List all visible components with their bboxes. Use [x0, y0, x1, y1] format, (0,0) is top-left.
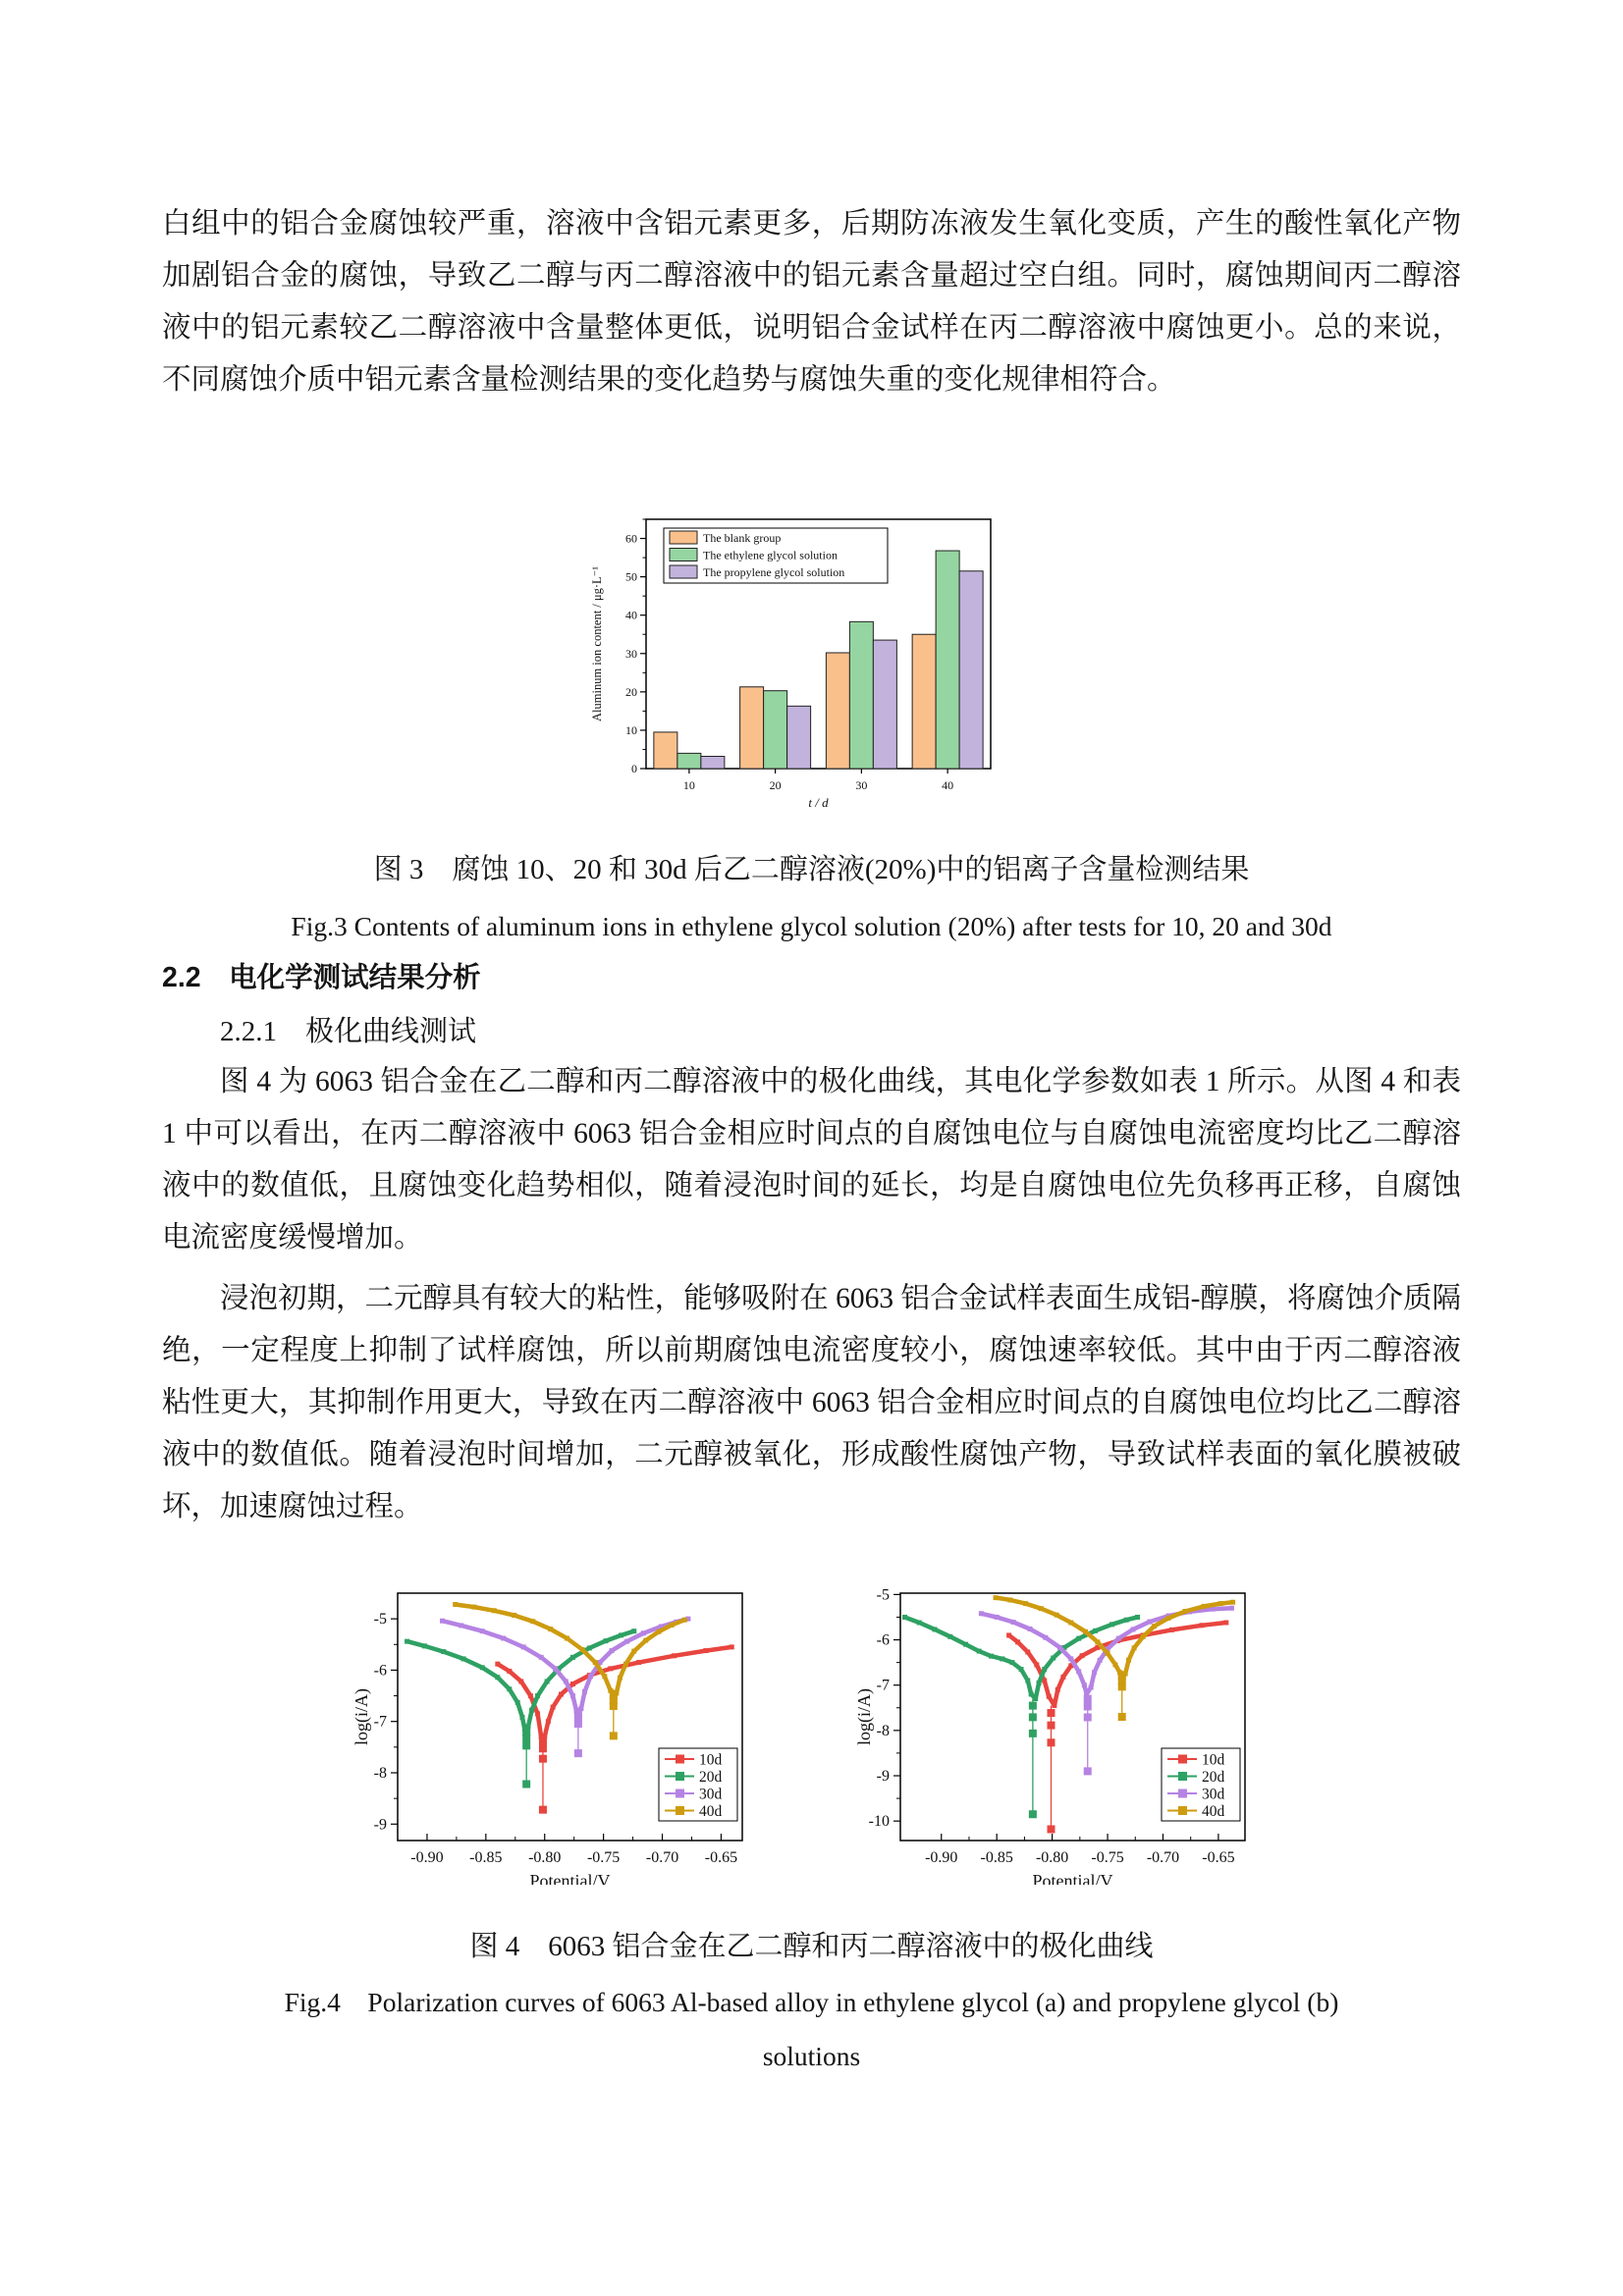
body-paragraph-3: 浸泡初期，二元醇具有较大的粘性，能够吸附在 6063 铝合金试样表面生成铝‑醇膜，将腐蚀介质隔绝，一定程度上抑制了试样腐蚀，所以前期腐蚀电流密度较小，腐蚀速率较低。其中由于丙二醇溶液粘性更大，其抑制作用更大，导致在丙二醇溶液中 6063 铝合金相应时间点的自腐蚀电位均比乙二醇溶液中的数值低。随着浸泡时间增加，二元醇被氧化，形成酸性腐蚀产物，导致试样表面的氧化膜被破坏，加速腐蚀过程。	[162, 1283, 1461, 1522]
series-10d-spike-marker	[1047, 1722, 1055, 1730]
x-tick-label: -0.65	[704, 1849, 738, 1866]
series-10d-spike-marker	[539, 1806, 547, 1814]
x-tick-label: -0.85	[469, 1849, 503, 1866]
series-40d-point	[548, 1627, 553, 1631]
series-10d-point	[703, 1648, 708, 1653]
series-20d-point	[461, 1656, 466, 1661]
series-30d-point	[1011, 1620, 1016, 1625]
series-40d-point	[682, 1618, 687, 1623]
series-40d-curve	[456, 1605, 685, 1694]
x-tick-label: -0.90	[925, 1849, 958, 1866]
series-40d-point	[1095, 1639, 1100, 1644]
series-20d-point	[570, 1655, 575, 1660]
series-20d-point	[1124, 1618, 1129, 1623]
series-30d-point	[480, 1629, 485, 1633]
series-30d-point	[1147, 1620, 1152, 1625]
series-20d-point	[932, 1627, 937, 1631]
series-20d-point	[917, 1621, 922, 1626]
series-40d-point	[631, 1649, 636, 1654]
series-10d-point	[1223, 1621, 1228, 1626]
series-20d-point	[1037, 1681, 1042, 1685]
bar-the-propylene-glycol-solution-20	[787, 706, 811, 769]
x-axis-title: t / d	[808, 795, 829, 810]
series-20d-point	[525, 1724, 530, 1729]
y-axis-title: log(i/A)	[856, 1688, 874, 1745]
legend-marker	[1178, 1772, 1187, 1781]
legend-label: 10d	[699, 1751, 723, 1769]
series-20d-spike-marker	[1029, 1702, 1037, 1710]
series-10d-point	[636, 1660, 641, 1665]
x-tick-label: -0.65	[1202, 1849, 1235, 1866]
x-tick-label: -0.90	[410, 1849, 444, 1866]
section-heading-2-2: 2.2 电化学测试结果分析	[162, 962, 481, 993]
series-20d-point	[495, 1675, 500, 1680]
series-10d-point	[1025, 1650, 1030, 1655]
series-20d-point	[947, 1634, 952, 1639]
series-20d-point	[535, 1693, 540, 1698]
legend-marker	[1178, 1755, 1187, 1764]
series-10d-point	[1006, 1632, 1011, 1637]
y-tick-label: -5	[876, 1586, 890, 1604]
series-30d-point	[1092, 1670, 1097, 1675]
series-20d-point	[1019, 1667, 1024, 1672]
series-30d-spike-marker	[1084, 1702, 1092, 1710]
series-20d-spike-marker	[1029, 1713, 1037, 1721]
series-40d-point	[1202, 1604, 1207, 1609]
series-20d-spike-marker	[522, 1741, 530, 1749]
y-tick-label: 0	[631, 762, 637, 775]
legend-swatch	[670, 549, 697, 561]
series-20d-point	[1093, 1629, 1098, 1633]
series-10d-point	[608, 1666, 613, 1671]
series-40d-point	[1023, 1601, 1028, 1606]
series-10d-spike-marker	[1047, 1825, 1055, 1833]
series-20d-point	[1029, 1691, 1034, 1696]
series-10d-spike-marker	[539, 1755, 547, 1763]
x-tick-label: -0.70	[645, 1849, 679, 1866]
series-20d-point	[631, 1629, 636, 1633]
figure-4a-container	[353, 1556, 776, 1885]
series-30d-point	[501, 1636, 506, 1641]
series-10d-point	[1060, 1675, 1065, 1680]
series-30d-point	[1043, 1635, 1048, 1640]
series-20d-point	[507, 1686, 512, 1691]
series-40d-point	[656, 1629, 661, 1634]
bar-the-propylene-glycol-solution-40	[959, 571, 983, 769]
x-tick-label: -0.85	[980, 1849, 1013, 1866]
y-tick-label: 60	[625, 531, 637, 546]
series-40d-spike-marker	[1118, 1682, 1126, 1690]
series-40d-point	[512, 1613, 516, 1618]
series-10d-spike-marker	[1047, 1709, 1055, 1717]
series-10d-point	[551, 1705, 556, 1710]
series-20d-spike-marker	[522, 1780, 530, 1788]
section-heading-2-2-1: 2.2.1 极化曲线测试	[220, 1016, 477, 1047]
series-30d-point	[1229, 1606, 1234, 1611]
y-tick-label: -9	[373, 1816, 387, 1834]
y-tick-label: 40	[625, 608, 637, 622]
series-20d-point	[587, 1645, 592, 1650]
series-20d-point	[1051, 1656, 1055, 1661]
legend-label: The propylene glycol solution	[703, 565, 845, 579]
series-40d-point	[1106, 1651, 1110, 1656]
series-10d-point	[559, 1691, 564, 1696]
series-10d-point	[1052, 1703, 1056, 1708]
legend-swatch	[670, 531, 697, 544]
series-20d-point	[977, 1649, 982, 1654]
series-30d-point	[459, 1623, 463, 1628]
series-10d-point	[546, 1719, 551, 1724]
legend-marker	[676, 1789, 684, 1798]
legend-marker	[676, 1755, 684, 1764]
series-10d-spike-marker	[539, 1737, 547, 1745]
series-10d-point	[1080, 1653, 1085, 1658]
series-20d-point	[902, 1615, 907, 1620]
y-tick-label: -7	[876, 1677, 890, 1694]
series-30d-point	[1098, 1658, 1103, 1663]
series-30d-point	[1082, 1682, 1087, 1687]
series-30d-spike-marker	[1084, 1695, 1092, 1703]
series-20d-point	[441, 1649, 446, 1654]
series-40d-spike-marker	[610, 1732, 618, 1739]
bar-the-ethylene-glycol-solution-30	[849, 621, 873, 769]
series-10d-point	[528, 1693, 533, 1698]
y-tick-label: 30	[625, 646, 637, 661]
series-30d-point	[1116, 1636, 1121, 1641]
series-30d-spike-marker	[574, 1720, 582, 1728]
series-20d-point	[405, 1639, 409, 1644]
series-40d-point	[1007, 1597, 1012, 1602]
y-tick-label: -7	[373, 1713, 387, 1731]
series-20d-point	[1042, 1667, 1047, 1672]
bar-the-blank-group-10	[654, 732, 677, 769]
series-30d-point	[610, 1648, 615, 1653]
y-tick-label: -5	[373, 1611, 387, 1629]
y-tick-label: -10	[868, 1813, 890, 1831]
body-paragraph-2: 图 4 为 6063 铝合金在乙二醇和丙二醇溶液中的极化曲线，其电化学参数如表 1 所示。从图 4 和表 1 中可以看出，在丙二醇溶液中 6063 铝合金相应时间点的自腐蚀电位与自腐蚀电流密度均比乙二醇溶液中的数值低，且腐蚀变化趋势相似，随着浸泡时间的延长，均是自腐蚀电位先负移再正移，自腐蚀电流密度缓慢增加。	[162, 1066, 1461, 1254]
series-20d-point	[1135, 1615, 1140, 1620]
bar-the-blank-group-40	[912, 634, 936, 769]
series-10d-point	[570, 1682, 575, 1686]
x-tick-label: -0.75	[1091, 1849, 1124, 1866]
series-40d-point	[1166, 1616, 1171, 1621]
series-20d-point	[519, 1715, 524, 1720]
x-tick-label: 20	[769, 778, 782, 792]
series-20d-point	[422, 1643, 427, 1648]
series-40d-point	[1068, 1621, 1073, 1626]
series-40d-spike-marker	[1118, 1713, 1126, 1721]
series-40d-point	[530, 1619, 535, 1624]
x-tick-label: -0.70	[1146, 1849, 1180, 1866]
series-20d-point	[1000, 1656, 1004, 1661]
fig3-caption-zh: 图 3 腐蚀 10、20 和 30d 后乙二醇溶液(20%)中的铝离子含量检测结果	[373, 854, 1250, 885]
series-20d-point	[963, 1642, 968, 1647]
bar-the-blank-group-20	[740, 687, 764, 769]
series-40d-point	[623, 1662, 628, 1667]
series-20d-point	[1009, 1660, 1014, 1665]
series-40d-point	[1132, 1645, 1137, 1650]
y-tick-label: -6	[876, 1631, 890, 1649]
x-tick-label: 10	[682, 778, 695, 792]
series-30d-point	[995, 1615, 1000, 1620]
bar-the-ethylene-glycol-solution-10	[677, 753, 701, 769]
series-40d-spike-marker	[610, 1702, 618, 1710]
fig4b-polarization-chart	[856, 1556, 1278, 1885]
y-tick-label: 50	[625, 569, 637, 584]
series-40d-point	[593, 1660, 598, 1665]
series-20d-point	[529, 1708, 534, 1713]
series-10d-point	[1199, 1623, 1204, 1628]
series-30d-point	[521, 1644, 526, 1649]
legend-label: The blank group	[703, 531, 782, 545]
legend-marker	[676, 1772, 684, 1781]
body-paragraph-1: 白组中的铝合金腐蚀较严重，溶液中含铝元素更多，后期防冻液发生氧化变质，产生的酸性氧化产物加剧铝合金的腐蚀，导致乙二醇与丙二醇溶液中的铝元素含量超过空白组。同时，腐蚀期间丙二醇溶液中的铝元素较乙二醇溶液中含量整体更低，说明铝合金试样在丙二醇溶液中腐蚀更小。总的来说，不同腐蚀介质中铝元素含量检测结果的变化趋势与腐蚀失重的变化规律相符合。	[162, 208, 1461, 396]
series-40d-point	[994, 1595, 999, 1600]
series-30d-point	[979, 1611, 984, 1616]
bar-the-propylene-glycol-solution-30	[873, 640, 896, 769]
series-30d-point	[1089, 1685, 1094, 1690]
legend-marker	[676, 1806, 684, 1815]
y-tick-label: -6	[373, 1662, 387, 1680]
bar-the-ethylene-glycol-solution-40	[936, 551, 959, 769]
series-40d-point	[1152, 1624, 1157, 1629]
bar-the-ethylene-glycol-solution-20	[764, 691, 787, 769]
legend-marker	[1178, 1806, 1187, 1815]
series-10d-point	[730, 1644, 734, 1649]
series-40d-point	[492, 1608, 497, 1613]
x-tick-label: 40	[942, 778, 954, 792]
series-40d-point	[1112, 1662, 1117, 1667]
series-40d-point	[565, 1636, 569, 1641]
series-30d-point	[582, 1689, 587, 1694]
y-tick-label: -8	[373, 1764, 387, 1782]
series-30d-point	[1028, 1627, 1033, 1631]
figure-3-container	[585, 491, 1037, 815]
series-10d-point	[495, 1662, 500, 1667]
series-10d-point	[1055, 1687, 1060, 1692]
series-20d-spike-marker	[522, 1734, 530, 1741]
y-axis-title: log(i/A)	[353, 1688, 371, 1745]
series-40d-point	[643, 1638, 648, 1643]
series-10d-point	[1034, 1662, 1039, 1667]
series-40d-point	[1183, 1609, 1188, 1614]
series-10d-point	[1169, 1628, 1174, 1632]
fig4a-polarization-chart	[353, 1556, 776, 1885]
x-tick-label: -0.80	[1035, 1849, 1069, 1866]
y-tick-label: -9	[876, 1768, 890, 1785]
series-10d-point	[1015, 1639, 1020, 1644]
series-20d-spike-marker	[1029, 1810, 1037, 1818]
series-40d-point	[670, 1623, 675, 1628]
series-20d-point	[515, 1700, 520, 1705]
series-40d-point	[1039, 1606, 1044, 1611]
legend-label: 20d	[699, 1769, 723, 1786]
series-40d-point	[471, 1605, 476, 1610]
y-axis-title: Aluminum ion content / μg·L⁻¹	[590, 565, 604, 722]
series-30d-point	[624, 1639, 629, 1644]
series-20d-point	[1025, 1679, 1030, 1683]
series-30d-point	[1131, 1627, 1136, 1631]
series-30d-point	[1057, 1645, 1062, 1650]
series-10d-spike-marker	[539, 1744, 547, 1752]
series-30d-spike-marker	[1084, 1767, 1092, 1775]
legend-label: 30d	[699, 1786, 723, 1803]
fig4-caption-en: Fig.4 Polarization curves of 6063 Al-based alloy in ethylene glycol (a) and propylene glycol (b)	[284, 1987, 1339, 2017]
series-30d-point	[553, 1666, 558, 1671]
series-20d-point	[1033, 1696, 1038, 1701]
legend-marker	[1178, 1789, 1187, 1798]
series-10d-spike-marker	[1047, 1738, 1055, 1746]
series-40d-point	[1083, 1629, 1088, 1634]
series-40d-point	[618, 1676, 622, 1681]
series-40d-point	[1055, 1613, 1059, 1618]
bar-the-blank-group-30	[826, 653, 849, 769]
fig3-caption-en: Fig.3 Contents of aluminum ions in ethylene glycol solution (20%) after tests for 10, 20 and 30d	[291, 911, 1332, 941]
fig4-caption-zh: 图 4 6063 铝合金在乙二醇和丙二醇溶液中的极化曲线	[469, 1931, 1154, 1962]
series-30d-point	[588, 1674, 593, 1679]
legend-label: The ethylene glycol solution	[703, 548, 838, 562]
fig4-caption-en-line2: solutions	[762, 2041, 861, 2071]
series-30d-point	[539, 1655, 544, 1660]
series-30d-point	[564, 1679, 568, 1683]
series-30d-point	[440, 1619, 445, 1624]
series-30d-point	[641, 1630, 646, 1635]
legend-label: 40d	[699, 1803, 723, 1820]
series-30d-point	[1068, 1656, 1073, 1661]
series-40d-point	[1218, 1601, 1223, 1606]
series-30d-spike-marker	[1084, 1713, 1092, 1721]
series-40d-point	[1141, 1634, 1146, 1639]
x-tick-label: -0.75	[586, 1849, 621, 1866]
series-30d-point	[570, 1693, 575, 1698]
series-40d-point	[1230, 1600, 1235, 1605]
legend-label: 20d	[1202, 1769, 1225, 1786]
series-40d-point	[453, 1602, 458, 1607]
legend-swatch	[670, 565, 697, 578]
series-10d-point	[672, 1653, 676, 1658]
y-tick-label: 10	[625, 722, 637, 737]
series-20d-point	[480, 1665, 485, 1670]
series-40d-point	[602, 1674, 607, 1679]
x-tick-label: -0.80	[528, 1849, 562, 1866]
series-30d-point	[1076, 1669, 1081, 1674]
x-axis-title: Potential/V	[1032, 1871, 1113, 1885]
bar-the-propylene-glycol-solution-10	[701, 756, 725, 769]
fig3-bar-chart	[585, 491, 1037, 815]
legend-label: 10d	[1202, 1751, 1225, 1769]
series-10d-point	[507, 1669, 512, 1674]
x-axis-title: Potential/V	[529, 1871, 611, 1885]
y-tick-label: 20	[625, 684, 637, 699]
series-20d-point	[1109, 1622, 1114, 1627]
series-10d-point	[518, 1679, 523, 1683]
legend-label: 40d	[1202, 1803, 1225, 1820]
series-10d-point	[1047, 1694, 1052, 1699]
y-tick-label: -8	[876, 1722, 890, 1739]
series-20d-point	[545, 1679, 550, 1683]
series-20d-spike-marker	[1029, 1730, 1037, 1737]
series-40d-point	[1126, 1658, 1131, 1663]
figure-4b-container	[856, 1556, 1278, 1885]
x-tick-label: 30	[855, 778, 868, 792]
series-20d-point	[1076, 1636, 1081, 1641]
series-20d-point	[619, 1632, 623, 1637]
legend-label: 30d	[1202, 1786, 1225, 1803]
series-20d-point	[604, 1638, 609, 1643]
series-30d-spike-marker	[574, 1749, 582, 1757]
series-10d-point	[535, 1711, 540, 1716]
series-40d-point	[580, 1647, 585, 1652]
series-20d-point	[989, 1654, 994, 1659]
